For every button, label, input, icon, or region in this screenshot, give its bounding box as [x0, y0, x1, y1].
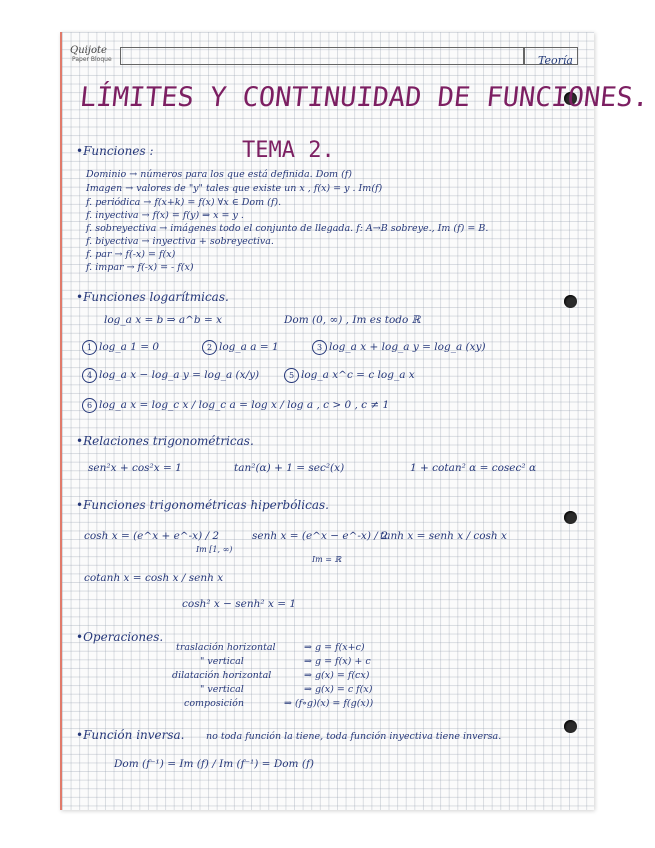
section-heading-logaritmicas: •Funciones logarítmicas. [76, 290, 229, 304]
formula-note: Im [1, ∞) [196, 545, 233, 554]
formula: Dom (f⁻¹) = Im (f) / Im (f⁻¹) = Dom (f) [114, 758, 314, 770]
formula: log_a x = log_c x / log_c a = log x / log a , c > 0 , c ≠ 1 [99, 399, 390, 411]
formula: sen²x + cos²x = 1 [88, 462, 182, 474]
formula: log_a 1 = 0 [99, 341, 160, 353]
formula: log_a x = b ⇒ a^b = x [104, 314, 223, 326]
formula-identity: cosh² x − senh² x = 1 [182, 598, 297, 610]
log-property [82, 340, 159, 355]
text-line: Dominio → números para los que está definida. Dom (f) [86, 169, 353, 180]
binder-hole [564, 295, 577, 308]
page-header [66, 44, 578, 66]
binder-hole [564, 720, 577, 733]
operation-name: dilatación horizontal [172, 670, 272, 681]
operation-name: " vertical [200, 684, 244, 695]
logo-subtext: Paper Bloque [72, 56, 112, 63]
operation-rule: ⇒ g(x) = c f(x) [304, 684, 373, 695]
text-line: Imagen → valores de "y" tales que existe un x , f(x) = y . Im(f) [86, 183, 383, 194]
formula: log_a x − log_a y = log_a (x/y) [99, 369, 260, 381]
number-badge: 3 [312, 340, 327, 355]
operation-name: composición [184, 698, 244, 709]
number-badge: 1 [82, 340, 97, 355]
log-property [284, 368, 415, 383]
formula: Dom (0, ∞) , Im es todo ℝ [284, 314, 421, 326]
formula-tanh: tanh x = senh x / cosh x [380, 530, 507, 542]
header-field [120, 47, 525, 65]
text-line: f. biyectiva → inyectiva + sobreyectiva. [86, 236, 274, 247]
number-badge: 4 [82, 368, 97, 383]
operation-rule: ⇒ (f∘g)(x) = f(g(x)) [284, 698, 374, 709]
log-property [312, 340, 486, 355]
section-heading-inversa: •Función inversa. [76, 728, 185, 742]
text-line: f. inyectiva → f(x) = f(y) ⇒ x = y . [86, 210, 244, 221]
text-line: no toda función la tiene, toda función inyectiva tiene inversa. [206, 731, 502, 742]
formula-cosh: cosh x = (e^x + e^-x) / 2 [84, 530, 220, 542]
number-badge: 6 [82, 398, 97, 413]
text-line: f. sobreyectiva → imágenes todo el conjunto de llegada. f: A→B sobreye., Im (f) = B. [86, 223, 489, 234]
formula: log_a a = 1 [219, 341, 279, 353]
formula-note: Im = ℝ [312, 555, 342, 564]
formula: 1 + cotan² α = cosec² α [410, 462, 537, 474]
formula-cotanh: cotanh x = cosh x / senh x [84, 572, 224, 584]
formula: tan²(α) + 1 = sec²(x) [234, 462, 345, 474]
operation-rule: ⇒ g = f(x) + c [304, 656, 371, 667]
operation-name: " vertical [200, 656, 244, 667]
logo-text: Quijote [70, 45, 107, 56]
operation-rule: ⇒ g(x) = f(cx) [304, 670, 370, 681]
operation-name: traslación horizontal [176, 642, 276, 653]
section-heading-hiperbolicas: •Funciones trigonométricas hiperbólicas. [76, 498, 329, 512]
log-property [202, 340, 279, 355]
text-line: f. impar → f(-x) = - f(x) [86, 262, 194, 273]
section-heading-funciones: •Funciones : [76, 144, 154, 158]
subject-tag: Teoría [538, 54, 573, 67]
formula: log_a x^c = c log_a x [301, 369, 415, 381]
section-heading-trigonometricas: •Relaciones trigonométricas. [76, 434, 254, 448]
binder-hole [564, 511, 577, 524]
formula: log_a x + log_a y = log_a (xy) [329, 341, 486, 353]
formula-senh: senh x = (e^x − e^-x) / 2 [252, 530, 388, 542]
log-property [82, 398, 389, 413]
number-badge: 2 [202, 340, 217, 355]
number-badge: 5 [284, 368, 299, 383]
page-title: LÍMITES Y CONTINUIDAD DE FUNCIONES. [78, 82, 651, 113]
log-property [82, 368, 259, 383]
topic-number: TEMA 2. [242, 138, 335, 163]
text-line: f. periódica → f(x+k) = f(x) ∀x ∈ Dom (f). [86, 197, 282, 208]
brand-logo [66, 44, 114, 66]
section-heading-operaciones: •Operaciones. [76, 630, 164, 644]
text-line: f. par → f(-x) = f(x) [86, 249, 176, 260]
operation-rule: ⇒ g = f(x+c) [304, 642, 365, 653]
